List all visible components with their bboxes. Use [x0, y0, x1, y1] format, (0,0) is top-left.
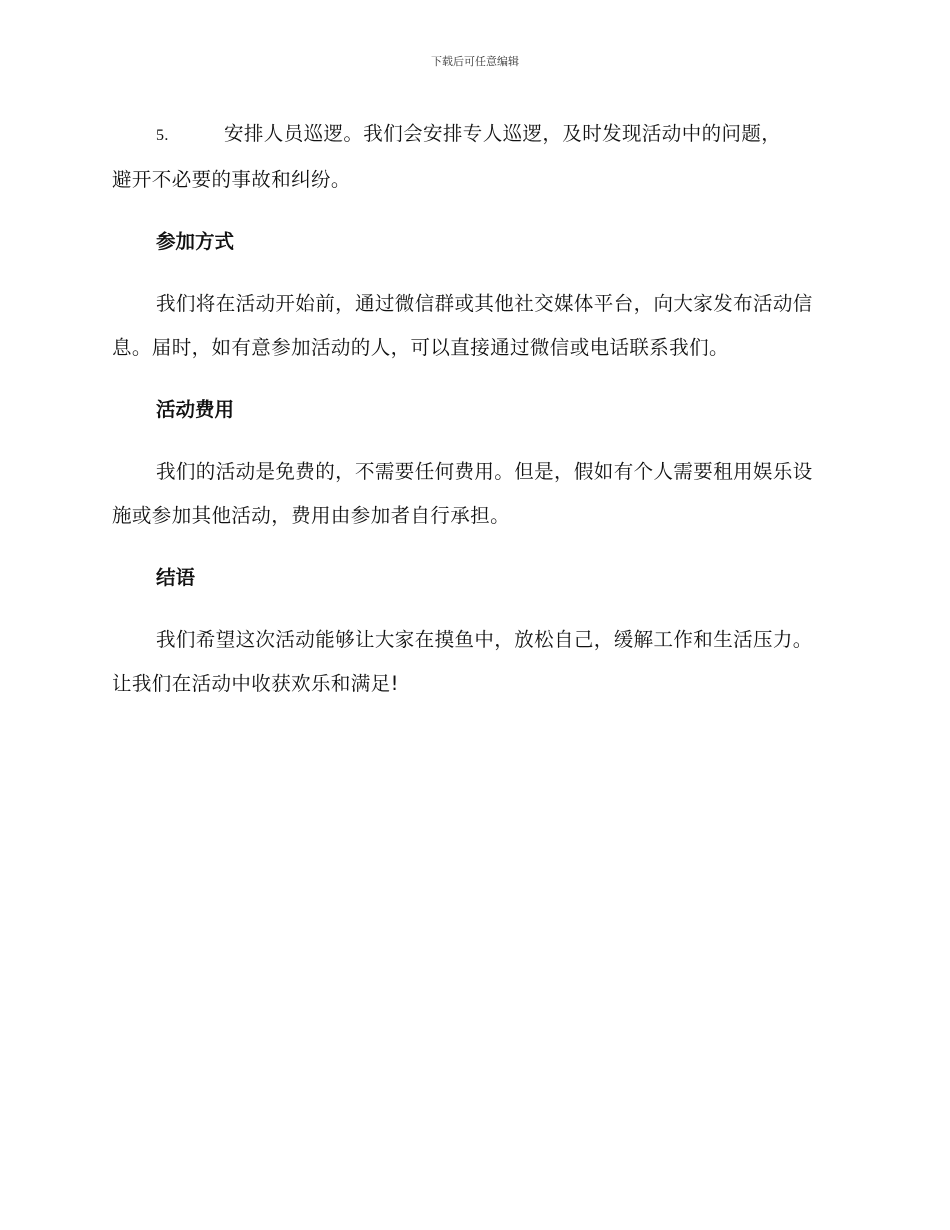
list-item-number: 5.	[156, 127, 169, 144]
list-item	[112, 112, 832, 202]
document-body	[112, 112, 832, 731]
list-item-text-line2: 避开不必要的事故和纠纷。	[112, 168, 351, 191]
section-heading-conclusion: 结语	[156, 566, 196, 589]
page-header: 下载后可任意编辑	[431, 55, 519, 68]
list-item-text-line1: 安排人员巡逻。我们会安排专人巡逻，及时发现活动中的问题，	[224, 122, 782, 145]
section-paragraph-cost: 我们的活动是免费的，不需要任何费用。但是，假如有个人需要租用娱乐设施或参加其他活动，费用由参加者自行承担。	[112, 460, 813, 527]
section-heading-cost: 活动费用	[156, 398, 235, 421]
section-heading-participation: 参加方式	[156, 230, 235, 253]
section-paragraph-participation: 我们将在活动开始前，通过微信群或其他社交媒体平台，向大家发布活动信息。届时，如有意参加活动的人，可以直接通过微信或电话联系我们。	[112, 292, 813, 359]
section-paragraph-conclusion: 我们希望这次活动能够让大家在摸鱼中，放松自己，缓解工作和生活压力。让我们在活动中收获欢乐和满足!	[112, 628, 813, 695]
